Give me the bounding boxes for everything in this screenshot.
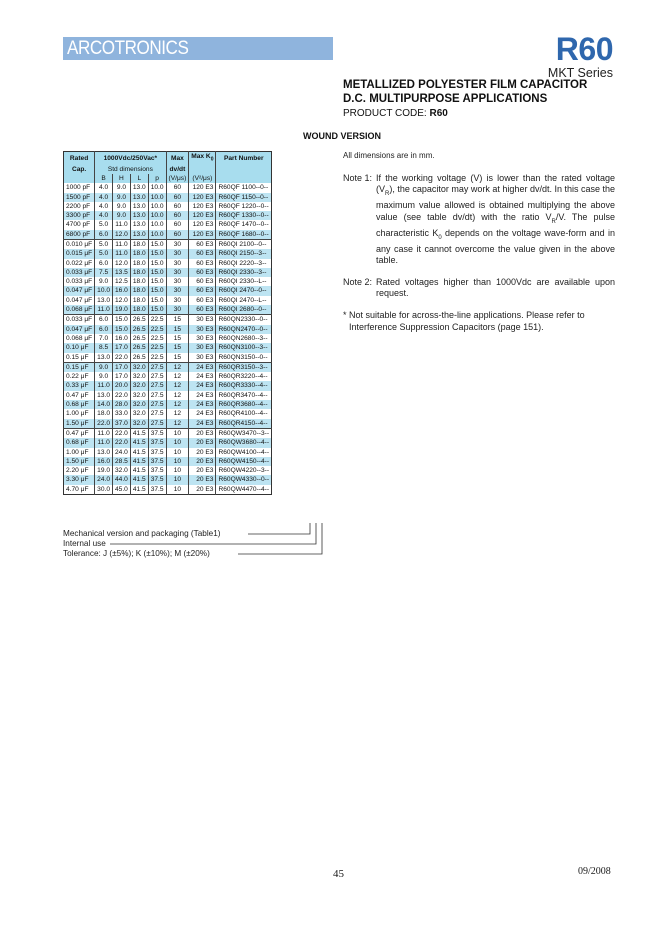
cell-H: 9.0 (113, 211, 131, 220)
cell-dvdt: 12 (166, 362, 189, 372)
cell-p: 27.5 (148, 381, 166, 390)
cell-k0: 20 E3 (189, 448, 216, 457)
cell-capacitance: 0.047 μF (64, 286, 95, 295)
product-code-value: R60 (429, 108, 448, 119)
cell-H: 11.0 (113, 220, 131, 229)
cell-L: 18.0 (130, 249, 148, 258)
cell-capacitance: 1.00 μF (66, 410, 89, 418)
cell-B: 5.0 (95, 249, 113, 258)
note-2-text: Rated voltages higher than 1000Vdc are available upon request. (376, 277, 615, 299)
cell-H: 45.0 (113, 485, 131, 495)
cell-dvdt: 30 (166, 305, 189, 315)
cell-p: 22.5 (148, 343, 166, 352)
cell-H: 22.0 (113, 353, 131, 363)
cell-p: 37.5 (148, 475, 166, 484)
header-vus: (V/μs) (166, 174, 189, 183)
cell-H: 33.0 (113, 409, 131, 418)
cell-H: 17.0 (113, 372, 131, 381)
cell-part-number: R60QF 1150--0-- (216, 193, 272, 202)
cell-capacitance: 0.022 μF (66, 259, 93, 267)
cell-dvdt: 10 (166, 438, 189, 447)
cell-k0: 20 E3 (189, 438, 216, 447)
cell-part-number: R60QW4220--3-- (216, 466, 272, 475)
cell-H: 12.0 (113, 230, 131, 240)
cell-dvdt: 10 (166, 457, 189, 466)
cell-H: 22.0 (113, 391, 131, 400)
cell-B: 30.0 (95, 485, 113, 495)
cell-k0: 30 E3 (189, 353, 216, 363)
cell-capacitance: 0.068 μF (66, 334, 93, 342)
cell-B: 4.0 (95, 211, 113, 220)
cell-H: 16.0 (113, 286, 131, 295)
cell-H: 9.0 (113, 193, 131, 202)
cell-L: 18.0 (130, 286, 148, 295)
cell-part-number: R60QF 1680--0-- (216, 230, 272, 240)
cell-B: 18.0 (95, 409, 113, 418)
cell-B: 11.0 (95, 438, 113, 447)
cell-capacitance: 2.20 μF (66, 467, 89, 475)
cell-H: 12.5 (113, 277, 131, 286)
cell-B: 10.0 (95, 286, 113, 295)
cell-H: 11.0 (113, 249, 131, 258)
cell-dvdt: 10 (166, 428, 189, 438)
cell-p: 22.5 (148, 315, 166, 325)
header-max: Max (166, 152, 189, 165)
cell-H: 17.0 (113, 362, 131, 372)
cell-p: 15.0 (148, 296, 166, 305)
cell-B: 7.5 (95, 268, 113, 277)
cell-dvdt: 12 (166, 419, 189, 429)
cell-B: 7.0 (95, 334, 113, 343)
cell-L: 13.0 (130, 211, 148, 220)
cell-H: 12.0 (113, 259, 131, 268)
header-v2us: (V²/μs) (189, 174, 216, 183)
cell-p: 15.0 (148, 286, 166, 295)
cell-L: 18.0 (130, 268, 148, 277)
cell-dvdt: 10 (166, 466, 189, 475)
cell-H: 22.0 (113, 438, 131, 447)
cell-p: 37.5 (148, 485, 166, 495)
cell-L: 32.0 (130, 391, 148, 400)
cell-dvdt: 30 (166, 239, 189, 249)
cell-dvdt: 15 (166, 315, 189, 325)
cell-capacitance: 1000 pF (66, 184, 91, 192)
cell-part-number: R60QF 1220--0-- (216, 202, 272, 211)
cell-dvdt: 60 (166, 220, 189, 229)
cell-part-number: R60QI 2150--3-- (216, 249, 272, 258)
cell-k0: 24 E3 (189, 381, 216, 390)
cell-k0: 60 E3 (189, 239, 216, 249)
cell-p: 27.5 (148, 419, 166, 429)
cell-part-number: R60QR3680--4-- (216, 400, 272, 409)
cell-part-number: R60QI 2680--0-- (216, 305, 272, 315)
cell-B: 6.0 (95, 325, 113, 334)
cell-capacitance: 0.33 μF (64, 381, 95, 390)
legend-line-3: Tolerance: J (±5%); K (±10%); M (±20%) (63, 549, 210, 558)
cell-dvdt: 12 (166, 409, 189, 418)
cell-L: 41.5 (130, 466, 148, 475)
cell-H: 9.0 (113, 202, 131, 211)
cell-dvdt: 12 (166, 391, 189, 400)
header-H: H (113, 174, 131, 183)
cell-L: 32.0 (130, 372, 148, 381)
cell-dvdt: 60 (166, 193, 189, 202)
cell-B: 4.0 (95, 183, 113, 192)
cell-capacitance: 0.68 μF (64, 400, 95, 409)
cell-k0: 60 E3 (189, 277, 216, 286)
cell-B: 16.0 (95, 457, 113, 466)
cell-B: 14.0 (95, 400, 113, 409)
cell-H: 19.0 (113, 305, 131, 315)
cell-L: 32.0 (130, 400, 148, 409)
page-number: 45 (333, 868, 344, 880)
cell-H: 20.0 (113, 381, 131, 390)
cell-B: 9.0 (95, 372, 113, 381)
cell-p: 15.0 (148, 239, 166, 249)
cell-p: 37.5 (148, 457, 166, 466)
cell-k0: 30 E3 (189, 343, 216, 352)
cell-k0: 20 E3 (189, 475, 216, 484)
cell-p: 27.5 (148, 400, 166, 409)
cell-H: 15.0 (113, 325, 131, 334)
cell-part-number: R60QN2680--3-- (216, 334, 272, 343)
header-L: L (130, 174, 148, 183)
cell-L: 41.5 (130, 438, 148, 447)
cell-B: 4.0 (95, 202, 113, 211)
cell-k0: 60 E3 (189, 268, 216, 277)
cell-H: 16.0 (113, 334, 131, 343)
cell-dvdt: 30 (166, 277, 189, 286)
cell-k0: 60 E3 (189, 249, 216, 258)
title-line-2: D.C. MULTIPURPOSE APPLICATIONS (343, 92, 548, 105)
cell-part-number: R60QI 2470--0-- (216, 286, 272, 295)
cell-L: 13.0 (130, 220, 148, 229)
cell-dvdt: 12 (166, 381, 189, 390)
cell-B: 9.0 (95, 362, 113, 372)
cell-dvdt: 15 (166, 353, 189, 363)
cell-B: 6.0 (95, 315, 113, 325)
cell-k0: 24 E3 (189, 409, 216, 418)
header-maxk: Max $K_0$ (189, 152, 216, 165)
cell-capacitance: 0.015 μF (64, 249, 95, 258)
cell-p: 10.0 (148, 183, 166, 192)
cell-B: 13.0 (95, 391, 113, 400)
cell-k0: 120 E3 (189, 211, 216, 220)
cell-H: 17.0 (113, 343, 131, 352)
cell-capacitance: 0.033 μF (64, 315, 95, 325)
cell-H: 22.0 (113, 428, 131, 438)
cell-dvdt: 15 (166, 325, 189, 334)
header-part: Part Number (216, 152, 272, 165)
cell-p: 10.0 (148, 220, 166, 229)
cell-k0: 120 E3 (189, 193, 216, 202)
cell-capacitance: 4700 pF (66, 221, 91, 229)
cell-dvdt: 10 (166, 448, 189, 457)
cell-L: 32.0 (130, 362, 148, 372)
cell-p: 10.0 (148, 193, 166, 202)
cell-L: 26.5 (130, 315, 148, 325)
cell-part-number: R60QI 2100--0-- (216, 239, 272, 249)
cell-dvdt: 15 (166, 334, 189, 343)
cell-B: 13.0 (95, 353, 113, 363)
cell-part-number: R60QF 1330--0-- (216, 211, 272, 220)
cell-k0: 24 E3 (189, 362, 216, 372)
cell-H: 12.0 (113, 296, 131, 305)
cell-k0: 20 E3 (189, 466, 216, 475)
cell-capacitance: 0.22 μF (66, 373, 89, 381)
cell-k0: 60 E3 (189, 296, 216, 305)
cell-part-number: R60QW4470--4-- (216, 485, 272, 495)
cell-B: 24.0 (95, 475, 113, 484)
cell-dvdt: 30 (166, 268, 189, 277)
cell-dvdt: 30 (166, 249, 189, 258)
cell-k0: 60 E3 (189, 259, 216, 268)
cell-part-number: R60QF 1100--0-- (216, 183, 272, 192)
cell-dvdt: 10 (166, 485, 189, 495)
header-B: B (95, 174, 113, 183)
cell-dvdt: 30 (166, 286, 189, 295)
cell-H: 13.5 (113, 268, 131, 277)
cell-part-number: R60QI 2330--L-- (216, 277, 272, 286)
cell-part-number: R60QI 2330--3-- (216, 268, 272, 277)
cell-k0: 20 E3 (189, 428, 216, 438)
cell-capacitance: 6800 pF (64, 230, 95, 240)
cell-L: 13.0 (130, 183, 148, 192)
cell-capacitance: 0.047 μF (64, 325, 95, 334)
cell-part-number: R60QI 2220--3-- (216, 259, 272, 268)
cell-L: 41.5 (130, 475, 148, 484)
cell-dvdt: 15 (166, 343, 189, 352)
cell-capacitance: 0.010 μF (64, 239, 95, 249)
brand-logo: ARCOTRONICS (67, 38, 189, 59)
cell-dvdt: 60 (166, 202, 189, 211)
legend-line-2: Internal use (63, 539, 106, 548)
cell-L: 41.5 (130, 428, 148, 438)
cell-part-number: R60QF 1470--0-- (216, 220, 272, 229)
cell-B: 8.5 (95, 343, 113, 352)
cell-B: 9.0 (95, 277, 113, 286)
header-voltage: 1000Vdc/250Vac* (95, 152, 166, 165)
cell-k0: 24 E3 (189, 372, 216, 381)
cell-p: 27.5 (148, 409, 166, 418)
product-code-label: PRODUCT CODE: (343, 108, 430, 119)
cell-p: 37.5 (148, 438, 166, 447)
note-1-label: Note 1: (343, 173, 373, 184)
note-1-text: If the working voltage (V) is lower than the rated voltage $(V_R)$, the capacitor may work at higher dv/dt. In this case the maximum value allowed is obtained multiplying the above value (see table dv/dt) with the ratio $V_R/V$. The pulse characteristic $K_0$ depends on the voltage wave-form and in any case it cannot overcome the value given in the above table. (376, 173, 615, 265)
cell-part-number: R60QN2330--0-- (216, 315, 272, 325)
cell-B: 19.0 (95, 466, 113, 475)
cell-B: 11.0 (95, 305, 113, 315)
cell-k0: 30 E3 (189, 334, 216, 343)
cell-B: 4.0 (95, 193, 113, 202)
cell-H: 28.0 (113, 400, 131, 409)
cell-p: 10.0 (148, 202, 166, 211)
cell-L: 41.5 (130, 448, 148, 457)
cell-H: 28.5 (113, 457, 131, 466)
cell-p: 15.0 (148, 277, 166, 286)
cell-p: 27.5 (148, 391, 166, 400)
cell-L: 26.5 (130, 334, 148, 343)
cell-capacitance: 0.047 μF (66, 296, 93, 304)
cell-dvdt: 12 (166, 372, 189, 381)
cell-p: 22.5 (148, 353, 166, 363)
cell-k0: 24 E3 (189, 391, 216, 400)
cell-L: 26.5 (130, 325, 148, 334)
series-label: MKT Series (547, 66, 613, 80)
cell-capacitance: 0.033 μF (64, 268, 95, 277)
cell-capacitance: 0.68 μF (64, 438, 95, 447)
cell-k0: 120 E3 (189, 183, 216, 192)
cell-capacitance: 2200 pF (66, 202, 91, 210)
cell-B: 11.0 (95, 381, 113, 390)
dimensions-note: All dimensions are in mm. (343, 151, 435, 160)
cell-k0: 120 E3 (189, 220, 216, 229)
footnote-star: * Not suitable for across-the-line applications. Please refer to Interference Suppression Capacitors (page 151). (343, 310, 585, 332)
cell-L: 26.5 (130, 353, 148, 363)
cell-capacitance: 0.10 μF (64, 343, 95, 352)
cell-B: 6.0 (95, 230, 113, 240)
cell-p: 27.5 (148, 362, 166, 372)
cell-dvdt: 30 (166, 259, 189, 268)
cell-capacitance: 3300 pF (64, 211, 95, 220)
cell-k0: 120 E3 (189, 230, 216, 240)
cell-L: 18.0 (130, 259, 148, 268)
cell-part-number: R60QW4330--0-- (216, 475, 272, 484)
cell-part-number: R60QR4150--4-- (216, 419, 272, 429)
cell-k0: 30 E3 (189, 315, 216, 325)
cell-k0: 24 E3 (189, 400, 216, 409)
cell-dvdt: 12 (166, 400, 189, 409)
cell-capacitance: 0.15 μF (66, 353, 89, 361)
cell-H: 24.0 (113, 448, 131, 457)
cell-H: 44.0 (113, 475, 131, 484)
cell-k0: 60 E3 (189, 305, 216, 315)
cell-part-number: R60QW4150--4-- (216, 457, 272, 466)
cell-part-number: R60QI 2470--L-- (216, 296, 272, 305)
cell-dvdt: 60 (166, 230, 189, 240)
cell-B: 22.0 (95, 419, 113, 429)
cell-L: 32.0 (130, 419, 148, 429)
cell-part-number: R60QN3150--0-- (216, 353, 272, 363)
cell-capacitance: 4.70 μF (66, 485, 89, 493)
cell-k0: 20 E3 (189, 457, 216, 466)
cell-L: 32.0 (130, 409, 148, 418)
cell-L: 26.5 (130, 343, 148, 352)
cell-dvdt: 30 (166, 296, 189, 305)
cell-p: 10.0 (148, 211, 166, 220)
note-2-label: Note 2: (343, 277, 373, 288)
cell-part-number: R60QN3100--3-- (216, 343, 272, 352)
cell-capacitance: 3.30 μF (64, 475, 95, 484)
cell-B: 6.0 (95, 259, 113, 268)
cell-capacitance: 0.033 μF (66, 278, 93, 286)
cell-part-number: R60QW3680--4-- (216, 438, 272, 447)
cell-L: 41.5 (130, 485, 148, 495)
cell-L: 18.0 (130, 239, 148, 249)
section-heading: WOUND VERSION (303, 131, 382, 141)
cell-k0: 60 E3 (189, 286, 216, 295)
cell-p: 15.0 (148, 268, 166, 277)
cell-k0: 30 E3 (189, 325, 216, 334)
cell-capacitance: 1.50 μF (64, 457, 95, 466)
cell-capacitance: 1.50 μF (64, 419, 95, 429)
cell-H: 37.0 (113, 419, 131, 429)
cell-B: 11.0 (95, 428, 113, 438)
cell-H: 11.0 (113, 239, 131, 249)
cell-k0: 24 E3 (189, 419, 216, 429)
cell-H: 9.0 (113, 183, 131, 192)
cell-capacitance: 1500 pF (64, 193, 95, 202)
footer-date: 09/2008 (578, 866, 611, 877)
cell-k0: 120 E3 (189, 202, 216, 211)
cell-capacitance: 0.15 μF (64, 362, 95, 372)
cell-L: 13.0 (130, 202, 148, 211)
cell-capacitance: 1.00 μF (66, 448, 89, 456)
cell-part-number: R60QW3470--3-- (216, 428, 272, 438)
cell-dvdt: 60 (166, 183, 189, 192)
cell-p: 22.5 (148, 334, 166, 343)
cell-capacitance: 0.47 μF (64, 428, 95, 438)
header-rated: Rated (64, 152, 95, 165)
cell-L: 18.0 (130, 277, 148, 286)
cell-part-number: R60QR4100--4-- (216, 409, 272, 418)
cell-H: 32.0 (113, 466, 131, 475)
cell-p: 10.0 (148, 230, 166, 240)
cell-H: 15.0 (113, 315, 131, 325)
cell-dvdt: 10 (166, 475, 189, 484)
cell-dvdt: 60 (166, 211, 189, 220)
header-std-dimensions: Std dimensions (95, 165, 166, 174)
cell-capacitance: 0.068 μF (64, 305, 95, 315)
cell-L: 18.0 (130, 305, 148, 315)
cell-p: 37.5 (148, 428, 166, 438)
header-p: p (148, 174, 166, 183)
cell-L: 13.0 (130, 193, 148, 202)
model-title: R60 (555, 31, 613, 67)
cell-B: 5.0 (95, 220, 113, 229)
cell-part-number: R60QR3220--4-- (216, 372, 272, 381)
header-cap: Cap. (64, 165, 95, 174)
cell-part-number: R60QW4100--4-- (216, 448, 272, 457)
cell-p: 37.5 (148, 448, 166, 457)
cell-B: 5.0 (95, 239, 113, 249)
cell-L: 32.0 (130, 381, 148, 390)
cell-capacitance: 0.47 μF (66, 391, 89, 399)
cell-part-number: R60QR3150--3-- (216, 362, 272, 372)
cell-p: 37.5 (148, 466, 166, 475)
cell-p: 15.0 (148, 249, 166, 258)
legend-line-1: Mechanical version and packaging (Table1) (63, 529, 221, 538)
cell-k0: 20 E3 (189, 485, 216, 495)
cell-p: 22.5 (148, 325, 166, 334)
cell-part-number: R60QR3470--4-- (216, 391, 272, 400)
cell-p: 15.0 (148, 259, 166, 268)
cell-L: 41.5 (130, 457, 148, 466)
header-dvdt: dv/dt (166, 165, 189, 174)
cell-L: 18.0 (130, 296, 148, 305)
title-line-1: METALLIZED POLYESTER FILM CAPACITOR (343, 79, 588, 91)
cell-part-number: R60QR3330--4-- (216, 381, 272, 390)
cell-p: 27.5 (148, 372, 166, 381)
cell-B: 13.0 (95, 448, 113, 457)
cell-L: 13.0 (130, 230, 148, 240)
cell-part-number: R60QN2470--0-- (216, 325, 272, 334)
cell-p: 15.0 (148, 305, 166, 315)
cell-B: 13.0 (95, 296, 113, 305)
